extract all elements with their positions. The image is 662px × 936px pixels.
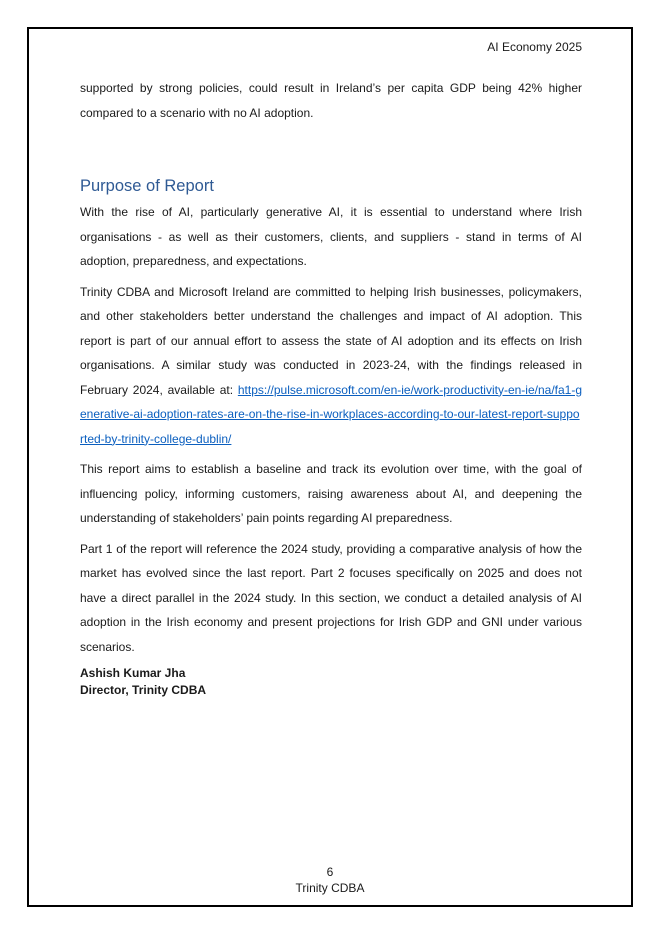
- intro-continuation-paragraph: supported by strong policies, could result in Ireland’s per capita GDP being 42% higher compared to a scenario with no AI adoption.: [80, 81, 582, 120]
- signature-role: Director, Trinity CDBA: [80, 683, 207, 697]
- signature-block: [80, 665, 582, 699]
- page-number: 6: [326, 865, 334, 879]
- study-link[interactable]: https://pulse.microsoft.com/en-ie/work-productivity-en-ie/na/fa1-generative-ai-adoption-rates-are-on-the-rise-in-workplaces-according-to-our-latest-report-supported-by-trinity-college-dublin/: [80, 382, 582, 446]
- purpose-paragraph-3: This report aims to establish a baseline and track its evolution over time, with the goal of influencing policy, informing customers, raising awareness about AI, and deepening the understanding of stakeholders’ pain points regarding AI preparedness.: [80, 462, 582, 525]
- purpose-paragraph-1: With the rise of AI, particularly generative AI, it is essential to understand where Irish organisations - as well as their customers, clients, and suppliers - stand in terms of AI adoption, preparedness, and expectations.: [80, 205, 582, 268]
- signature-name: Ashish Kumar Jha: [80, 666, 186, 680]
- page-footer: [27, 864, 633, 896]
- footer-org: Trinity CDBA: [295, 881, 365, 895]
- purpose-heading: Purpose of Report: [80, 177, 214, 195]
- purpose-paragraph-2-text: Trinity CDBA and Microsoft Ireland are committed to helping Irish businesses, policymakers, and other stakeholders better understand the challenges and impact of AI adoption. This report is part of our annual effort to assess the state of AI adoption and its effects on Irish organisations. A similar study was conducted in 2023-24, with the findings released in February 2024, available at:: [80, 284, 582, 397]
- purpose-paragraph-2: [80, 280, 582, 452]
- page-content: [80, 76, 582, 699]
- purpose-paragraph-4: Part 1 of the report will reference the 2024 study, providing a comparative analysis of how the market has evolved since the last report. Part 2 focuses specifically on 2025 and does not have a direct parallel in the 2024 study. In this section, we conduct a detailed analysis of AI adoption in the Irish economy and present projections for Irish GDP and GNI under various scenarios.: [80, 541, 582, 654]
- running-header: AI Economy 2025: [487, 40, 582, 54]
